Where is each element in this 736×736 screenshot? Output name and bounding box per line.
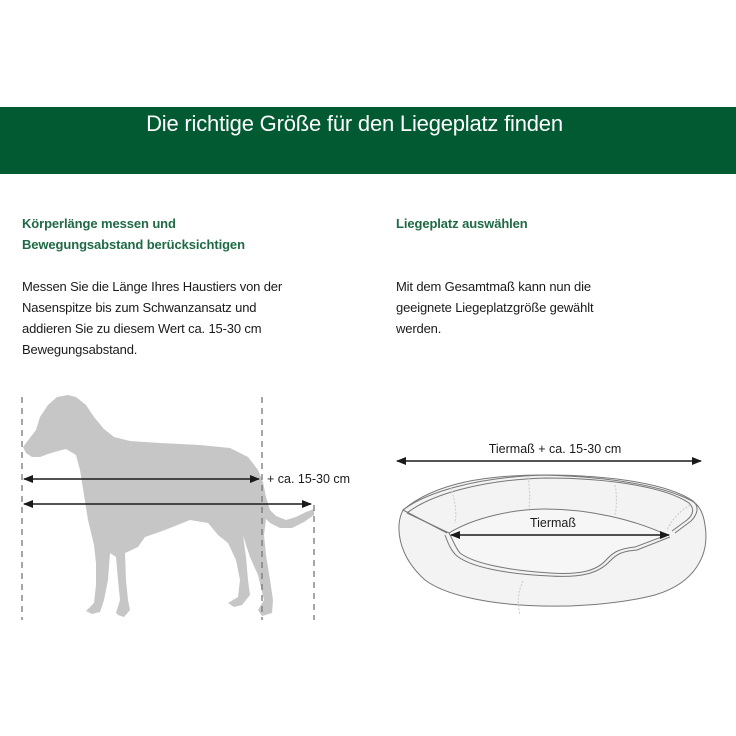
heading-line: Körperlänge messen und [22,216,176,231]
bed-measurement-diagram [385,425,725,625]
body-line: Nasenspitze bis zum Schwanzansatz und [22,300,257,315]
page-title: Die richtige Größe für den Liegeplatz finden [146,111,563,136]
total-size-label: Tiermaß + ca. 15-30 cm [488,442,622,456]
left-section-body [22,276,282,360]
title-banner [0,107,736,174]
body-line: Mit dem Gesamtmaß kann nun die [396,279,591,294]
heading-line: Liegeplatz auswählen [396,216,528,231]
right-section-heading [396,213,696,234]
extra-space-label: + ca. 15-30 cm [267,472,351,486]
body-line: Bewegungsabstand. [22,342,138,357]
pet-bed-icon [399,475,706,615]
body-line: geeignete Liegeplatzgröße gewählt [396,300,594,315]
right-section-body [396,276,593,339]
dog-silhouette-icon [23,395,314,617]
body-line: Messen Sie die Länge Ihres Haustiers von der [22,279,283,294]
body-line: addieren Sie zu diesem Wert ca. 15-30 cm [22,321,262,336]
right-section-header [396,213,696,234]
left-section-header [22,213,342,255]
left-section-heading [22,213,342,255]
dog-measurement-diagram [0,385,370,630]
heading-line: Bewegungsabstand berücksichtigen [22,237,245,252]
body-line: werden. [396,321,442,336]
pet-size-label: Tiermaß [529,516,577,530]
